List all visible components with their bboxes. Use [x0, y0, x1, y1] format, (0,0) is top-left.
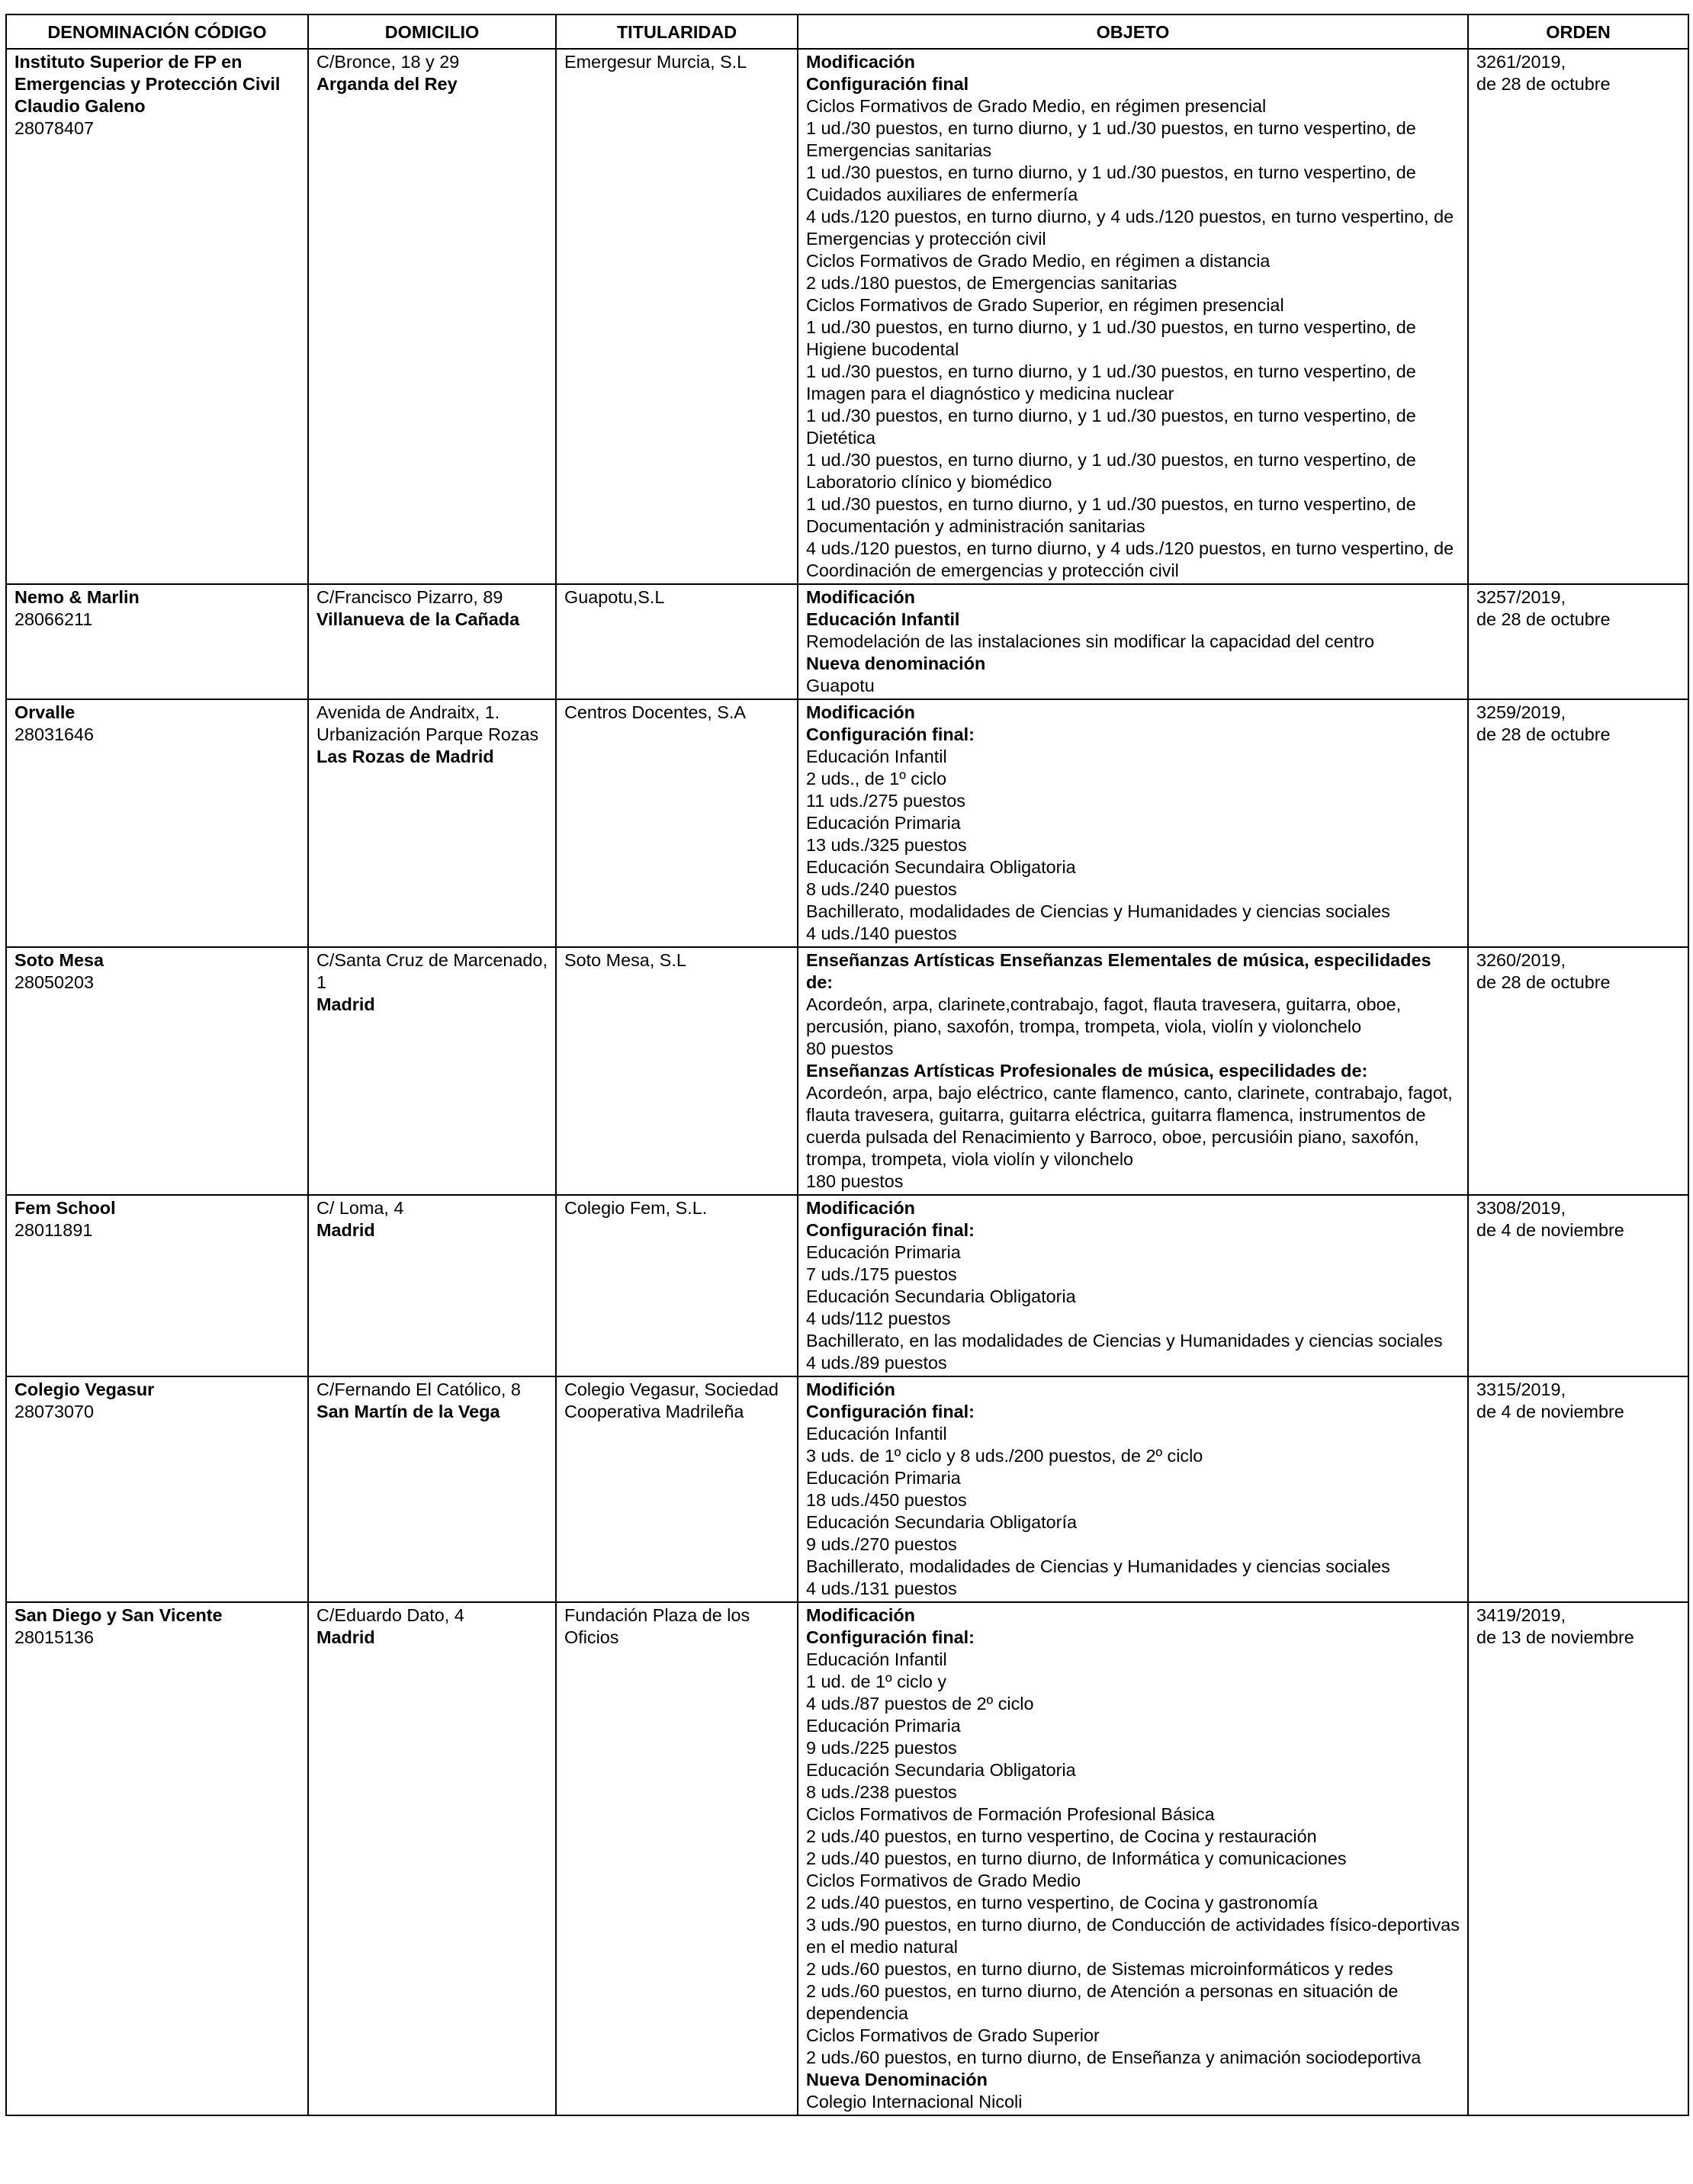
objeto-line: 1 ud./30 puestos, en turno diurno, y 1 ud./30 puestos, en turno vespertino, de Dietética — [806, 406, 1416, 448]
objeto-line: 4 uds./87 puestos de 2º ciclo — [806, 1694, 1034, 1713]
table-body — [6, 49, 1688, 2115]
objeto-line: Guapotu — [806, 676, 875, 695]
table-row — [6, 1376, 1688, 1602]
denominacion-line: Fem School — [14, 1198, 116, 1218]
orden-line: 3257/2019, — [1476, 587, 1566, 607]
header-orden: ORDEN — [1468, 14, 1688, 49]
cell-domicilio — [308, 49, 556, 584]
orden-line: 3308/2019, — [1476, 1198, 1566, 1218]
cell-denominacion — [6, 1195, 308, 1376]
domicilio-line: C/Santa Cruz de Marcenado, 1 — [316, 950, 548, 992]
domicilio-line: Avenida de Andraitx, 1. Urbanización Parque Rozas — [316, 702, 539, 744]
centers-table — [5, 14, 1689, 2116]
denominacion-line: 28050203 — [14, 972, 95, 992]
objeto-line: Educación Primaria — [806, 1468, 961, 1488]
orden-line: 3315/2019, — [1476, 1379, 1566, 1399]
objeto-line: Modificación — [806, 1605, 915, 1625]
cell-titularidad — [556, 584, 798, 699]
objeto-line: 7 uds./175 puestos — [806, 1264, 957, 1284]
objeto-line: Modifición — [806, 1379, 895, 1399]
cell-denominacion — [6, 947, 308, 1195]
denominacion-line: 28073070 — [14, 1402, 95, 1421]
domicilio-line: C/Eduardo Dato, 4 — [316, 1605, 464, 1625]
objeto-line: Colegio Internacional Nicoli — [806, 2092, 1023, 2112]
objeto-line: 3 uds. de 1º ciclo y 8 uds./200 puestos, de 2º ciclo — [806, 1446, 1203, 1466]
orden-line: 3261/2019, — [1476, 52, 1566, 72]
orden-line: 3259/2019, — [1476, 702, 1566, 722]
objeto-line: Bachillerato, en las modalidades de Ciencias y Humanidades y ciencias sociales — [806, 1331, 1443, 1351]
objeto-line: Ciclos Formativos de Grado Medio, en régimen presencial — [806, 96, 1267, 116]
denominacion-line: San Diego y San Vicente — [14, 1605, 223, 1625]
orden-line: de 28 de octubre — [1476, 609, 1611, 629]
objeto-line: 180 puestos — [806, 1171, 904, 1191]
objeto-line: 1 ud./30 puestos, en turno diurno, y 1 ud./30 puestos, en turno vespertino, de Higiene bucodental — [806, 317, 1416, 359]
header-domicilio: DOMICILIO — [308, 14, 556, 49]
cell-objeto — [798, 584, 1468, 699]
cell-domicilio — [308, 1376, 556, 1602]
objeto-line: Educación Secundaria Obligatoria — [806, 1760, 1076, 1780]
denominacion-line: Soto Mesa — [14, 950, 104, 970]
objeto-line: Acordeón, arpa, bajo eléctrico, cante flamenco, canto, clarinete, contrabajo, fagot, flauta travesera, guitarra, guitarra eléctrica, guitarra flamenca, instrumentos de cuerda pulsada del Renacimiento y Barroco, oboe, percusióin piano, saxofón, trompa, trompeta, viola violín y vilonchelo — [806, 1083, 1453, 1169]
orden-line: 3419/2019, — [1476, 1605, 1566, 1625]
domicilio-line: Madrid — [316, 1627, 375, 1647]
table-row — [6, 584, 1688, 699]
objeto-line: Modificación — [806, 52, 915, 72]
domicilio-line: C/Fernando El Católico, 8 — [316, 1379, 521, 1399]
objeto-line: Ciclos Formativos de Grado Superior, en régimen presencial — [806, 295, 1284, 315]
cell-orden — [1468, 947, 1688, 1195]
table-row — [6, 49, 1688, 584]
objeto-line: Educación Infantil — [806, 1424, 947, 1444]
objeto-line: Educación Infantil — [806, 609, 960, 629]
objeto-line: Configuración final: — [806, 1220, 975, 1240]
objeto-line: 80 puestos — [806, 1039, 894, 1058]
cell-orden — [1468, 584, 1688, 699]
domicilio-line: Villanueva de la Cañada — [316, 609, 520, 629]
objeto-line: Ciclos Formativos de Formación Profesional Básica — [806, 1804, 1215, 1824]
cell-domicilio — [308, 699, 556, 947]
document-page — [5, 14, 1688, 2116]
objeto-line: 2 uds./60 puestos, en turno diurno, de Atención a personas en situación de dependencia — [806, 1981, 1399, 2023]
domicilio-line: Madrid — [316, 994, 375, 1014]
cell-orden — [1468, 1602, 1688, 2115]
objeto-line: Modificación — [806, 702, 915, 722]
objeto-line: 2 uds./40 puestos, en turno vespertino, de Cocina y restauración — [806, 1826, 1317, 1846]
cell-objeto — [798, 1195, 1468, 1376]
cell-titularidad — [556, 1376, 798, 1602]
objeto-line: Configuración final: — [806, 1402, 975, 1421]
objeto-line: 9 uds./225 puestos — [806, 1738, 957, 1758]
objeto-line: 4 uds./89 puestos — [806, 1353, 947, 1373]
orden-line: de 13 de noviembre — [1476, 1627, 1634, 1647]
objeto-line: Configuración final — [806, 74, 969, 94]
orden-line: de 4 de noviembre — [1476, 1402, 1624, 1421]
cell-denominacion — [6, 699, 308, 947]
objeto-line: 4 uds./131 puestos — [806, 1579, 957, 1598]
table-row — [6, 1195, 1688, 1376]
titularidad-line: Emergesur Murcia, S.L — [564, 52, 747, 72]
cell-orden — [1468, 699, 1688, 947]
objeto-line: 2 uds./60 puestos, en turno diurno, de Enseñanza y animación sociodeportiva — [806, 2048, 1422, 2067]
objeto-line: 2 uds./180 puestos, de Emergencias sanitarias — [806, 273, 1177, 293]
denominacion-line: Colegio Vegasur — [14, 1379, 155, 1399]
objeto-line: Enseñanzas Artísticas Enseñanzas Elementales de música, especilidades de: — [806, 950, 1431, 992]
objeto-line: 3 uds./90 puestos, en turno diurno, de Conducción de actividades físico-deportivas en el medio natural — [806, 1915, 1460, 1957]
objeto-line: Ciclos Formativos de Grado Superior — [806, 2025, 1100, 2045]
orden-line: de 28 de octubre — [1476, 74, 1611, 94]
cell-orden — [1468, 1195, 1688, 1376]
objeto-line: Acordeón, arpa, clarinete,contrabajo, fagot, flauta travesera, guitarra, oboe, percusión, piano, saxofón, trompa, trompeta, viola, violín y violonchelo — [806, 994, 1402, 1036]
objeto-line: 2 uds./40 puestos, en turno diurno, de Informática y comunicaciones — [806, 1848, 1347, 1868]
objeto-line: Bachillerato, modalidades de Ciencias y Humanidades y ciencias sociales — [806, 901, 1390, 921]
table-row — [6, 1602, 1688, 2115]
objeto-line: Nueva Denominación — [806, 2070, 988, 2089]
objeto-line: 1 ud./30 puestos, en turno diurno, y 1 ud./30 puestos, en turno vespertino, de Documentación y administración sanitarias — [806, 494, 1416, 536]
objeto-line: 4 uds./120 puestos, en turno diurno, y 4 uds./120 puestos, en turno vespertino, de Emergencias y protección civil — [806, 207, 1454, 249]
objeto-line: Educación Primaria — [806, 1242, 961, 1262]
objeto-line: Modificación — [806, 587, 915, 607]
denominacion-line: 28078407 — [14, 118, 95, 138]
objeto-line: 11 uds./275 puestos — [806, 791, 965, 811]
objeto-line: Educación Infantil — [806, 747, 947, 766]
orden-line: de 4 de noviembre — [1476, 1220, 1624, 1240]
objeto-line: 18 uds./450 puestos — [806, 1490, 967, 1510]
cell-domicilio — [308, 947, 556, 1195]
objeto-line: Educación Primaria — [806, 1716, 961, 1736]
cell-objeto — [798, 49, 1468, 584]
objeto-line: Configuración final: — [806, 1627, 975, 1647]
table-row — [6, 947, 1688, 1195]
objeto-line: Nueva denominación — [806, 654, 986, 673]
objeto-line: 13 uds./325 puestos — [806, 835, 967, 855]
table-row — [6, 699, 1688, 947]
denominacion-line: Nemo & Marlin — [14, 587, 140, 607]
objeto-line: 2 uds., de 1º ciclo — [806, 769, 947, 788]
cell-titularidad — [556, 947, 798, 1195]
cell-denominacion — [6, 1602, 308, 2115]
cell-objeto — [798, 1602, 1468, 2115]
domicilio-line: C/Bronce, 18 y 29 — [316, 52, 460, 72]
domicilio-line: C/Francisco Pizarro, 89 — [316, 587, 503, 607]
objeto-line: 1 ud./30 puestos, en turno diurno, y 1 ud./30 puestos, en turno vespertino, de Imagen para el diagnóstico y medicina nuclear — [806, 361, 1416, 403]
objeto-line: Educación Secundaria Obligatoría — [806, 1512, 1077, 1532]
titularidad-line: Guapotu,S.L — [564, 587, 665, 607]
objeto-line: Remodelación de las instalaciones sin modificar la capacidad del centro — [806, 631, 1375, 651]
objeto-line: 4 uds./140 puestos — [806, 923, 957, 943]
objeto-line: Educación Secundaira Obligatoria — [806, 857, 1076, 877]
cell-titularidad — [556, 49, 798, 584]
objeto-line: 1 ud./30 puestos, en turno diurno, y 1 ud./30 puestos, en turno vespertino, de Laboratorio clínico y biomédico — [806, 450, 1416, 492]
cell-objeto — [798, 1376, 1468, 1602]
header-objeto: OBJETO — [798, 14, 1468, 49]
cell-orden — [1468, 1376, 1688, 1602]
objeto-line: Educación Infantil — [806, 1649, 947, 1669]
denominacion-line: Instituto Superior de FP en Emergencias y Protección Civil Claudio Galeno — [14, 52, 281, 116]
header-denominacion: DENOMINACIÓN CÓDIGO — [6, 14, 308, 49]
titularidad-line: Soto Mesa, S.L — [564, 950, 686, 970]
objeto-line: Enseñanzas Artísticas Profesionales de música, especilidades de: — [806, 1061, 1368, 1081]
domicilio-line: San Martín de la Vega — [316, 1402, 500, 1421]
objeto-line: Ciclos Formativos de Grado Medio, en régimen a distancia — [806, 251, 1271, 271]
objeto-line: 8 uds./240 puestos — [806, 879, 957, 899]
objeto-line: 1 ud./30 puestos, en turno diurno, y 1 ud./30 puestos, en turno vespertino, de Cuidados auxiliares de enfermería — [806, 162, 1416, 204]
cell-denominacion — [6, 49, 308, 584]
domicilio-line: Las Rozas de Madrid — [316, 747, 494, 766]
denominacion-line: 28031646 — [14, 724, 95, 744]
objeto-line: 2 uds./40 puestos, en turno vespertino, de Cocina y gastronomía — [806, 1893, 1318, 1913]
cell-titularidad — [556, 699, 798, 947]
objeto-line: 1 ud. de 1º ciclo y — [806, 1672, 947, 1691]
denominacion-line: 28015136 — [14, 1627, 95, 1647]
objeto-line: Bachillerato, modalidades de Ciencias y Humanidades y ciencias sociales — [806, 1556, 1390, 1576]
objeto-line: 8 uds./238 puestos — [806, 1782, 957, 1802]
cell-objeto — [798, 699, 1468, 947]
header-titularidad: TITULARIDAD — [556, 14, 798, 49]
domicilio-line: Madrid — [316, 1220, 375, 1240]
objeto-line: 9 uds./270 puestos — [806, 1534, 957, 1554]
cell-domicilio — [308, 1195, 556, 1376]
table-header-row — [6, 14, 1688, 49]
cell-objeto — [798, 947, 1468, 1195]
domicilio-line: Arganda del Rey — [316, 74, 458, 94]
cell-titularidad — [556, 1195, 798, 1376]
cell-domicilio — [308, 1602, 556, 2115]
orden-line: 3260/2019, — [1476, 950, 1566, 970]
objeto-line: Ciclos Formativos de Grado Medio — [806, 1871, 1081, 1890]
objeto-line: 2 uds./60 puestos, en turno diurno, de Sistemas microinformáticos y redes — [806, 1959, 1393, 1979]
denominacion-line: Orvalle — [14, 702, 75, 722]
titularidad-line: Fundación Plaza de los Oficios — [564, 1605, 750, 1647]
titularidad-line: Colegio Vegasur, Sociedad Cooperativa Madrileña — [564, 1379, 779, 1421]
cell-titularidad — [556, 1602, 798, 2115]
objeto-line: 4 uds./120 puestos, en turno diurno, y 4 uds./120 puestos, en turno vespertino, de Coordinación de emergencias y protección civil — [806, 538, 1454, 580]
titularidad-line: Colegio Fem, S.L. — [564, 1198, 708, 1218]
objeto-line: Educación Secundaria Obligatoria — [806, 1286, 1076, 1306]
objeto-line: Configuración final: — [806, 724, 975, 744]
cell-domicilio — [308, 584, 556, 699]
objeto-line: 1 ud./30 puestos, en turno diurno, y 1 ud./30 puestos, en turno vespertino, de Emergencias sanitarias — [806, 118, 1416, 160]
orden-line: de 28 de octubre — [1476, 972, 1611, 992]
domicilio-line: C/ Loma, 4 — [316, 1198, 404, 1218]
objeto-line: 4 uds/112 puestos — [806, 1309, 951, 1328]
objeto-line: Educación Primaria — [806, 813, 961, 833]
orden-line: de 28 de octubre — [1476, 724, 1611, 744]
denominacion-line: 28011891 — [14, 1220, 93, 1240]
denominacion-line: 28066211 — [14, 609, 93, 629]
cell-orden — [1468, 49, 1688, 584]
cell-denominacion — [6, 1376, 308, 1602]
titularidad-line: Centros Docentes, S.A — [564, 702, 746, 722]
objeto-line: Modificación — [806, 1198, 915, 1218]
cell-denominacion — [6, 584, 308, 699]
